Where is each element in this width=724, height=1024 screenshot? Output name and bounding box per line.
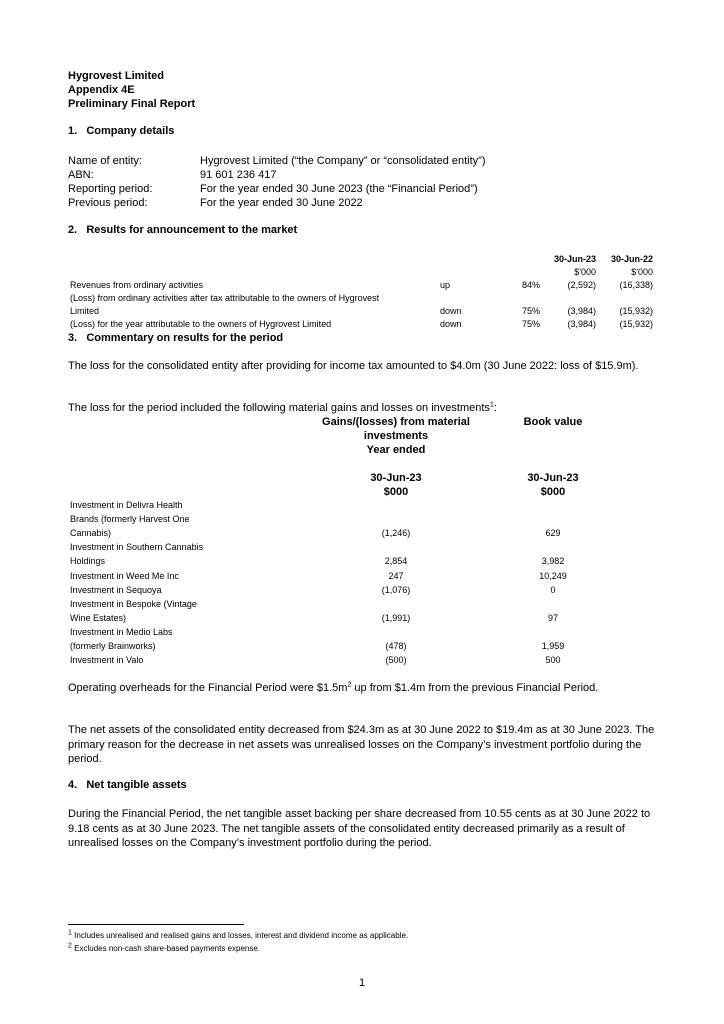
- investment-name: Investment in Weed Me Inc: [70, 570, 179, 581]
- results-col-unit-2023: $'000: [574, 267, 596, 277]
- footnote-1-text: Includes unrealised and realised gains and losses, interest and dividend income as applicable.: [74, 931, 409, 940]
- investment-gain: (500): [385, 655, 407, 666]
- investment-gain: (1,991): [381, 612, 411, 623]
- investment-name: Investment in Southern Cannabis: [70, 542, 204, 553]
- commentary-paragraph-3: [68, 681, 660, 696]
- section-1-title: 1. Company details: [68, 125, 175, 137]
- company-name: Hygrovest Limited: [68, 70, 164, 82]
- page-number: 1: [358, 977, 366, 989]
- result-direction: down: [440, 319, 462, 329]
- investment-gain: 2,854: [384, 556, 408, 567]
- investment-book-value: 629: [545, 528, 561, 539]
- book-date-header: 30-Jun-23: [527, 472, 579, 484]
- section-4-title: 4. Net tangible assets: [68, 779, 187, 791]
- result-label: (Loss) from ordinary activities after tax attributable to the owners of Hygrovest: [70, 293, 380, 303]
- investment-book-value: 500: [545, 655, 561, 666]
- result-value-2022: (16,338): [619, 280, 653, 290]
- commentary-paragraph-2-end: :: [493, 402, 497, 414]
- detail-label: Name of entity:: [68, 155, 142, 167]
- book-value-header: Book value: [523, 416, 583, 428]
- section-3-title: 3. Commentary on results for the period: [68, 332, 284, 344]
- footnote-ref-2: 2: [347, 681, 352, 689]
- investment-name: Cannabis): [70, 528, 112, 539]
- result-value-2023: (2,592): [567, 280, 596, 290]
- investment-name: (formerly Brainworks): [70, 641, 156, 651]
- book-unit-header: $000: [540, 486, 566, 498]
- detail-label: Reporting period:: [68, 183, 153, 195]
- investment-gain: 247: [388, 570, 404, 581]
- gains-unit-header: $000: [383, 486, 409, 498]
- detail-value: Hygrovest Limited (“the Company” or “consolidated entity”): [200, 155, 486, 167]
- investment-name: Wine Estates): [70, 612, 127, 623]
- commentary-paragraph-3-text: Operating overheads for the Financial Period were $1.5m: [68, 682, 348, 694]
- nta-paragraph: During the Financial Period, the net tangible asset backing per share decreased from 10.55 cents as at 30 June 2022 to 9.18 cents as at 30 June 2023. The net tangible assets of the consolidated entity decreased primarily as a result of unrealised losses on the Company’s investment portfolio during the period.: [68, 808, 651, 849]
- result-value-2022: (15,932): [619, 319, 653, 329]
- result-value-2022: (15,932): [619, 306, 653, 316]
- appendix-title: Appendix 4E: [68, 84, 135, 96]
- commentary-paragraph-4: The net assets of the consolidated entity decreased from $24.3m as at 30 June 2022 to $19.4m as at 30 June 2023. The primary reason for the decrease in net assets was unrealised losses on the Company’s investment portfolio during the period.: [68, 724, 655, 765]
- investment-book-value: 97: [547, 612, 558, 623]
- result-percent: 84%: [521, 280, 540, 290]
- investment-name: Holdings: [70, 556, 106, 567]
- section-2-title: 2. Results for announcement to the market: [68, 224, 298, 236]
- footnote-ref-1: 1: [489, 401, 494, 409]
- result-label-cont: Limited: [70, 306, 100, 316]
- results-col-unit-2022: $'000: [631, 267, 653, 277]
- gains-date-header: 30-Jun-23: [370, 472, 422, 484]
- footnote-1: [68, 931, 408, 940]
- investment-book-value: 0: [550, 584, 556, 595]
- gains-header-line-1: Gains/(losses) from material: [322, 416, 470, 428]
- investment-name: Investment in Delivra Health: [70, 500, 183, 510]
- result-value-2023: (3,984): [567, 319, 596, 329]
- commentary-paragraph-2: [68, 401, 660, 416]
- gains-header-line-3: Year ended: [366, 444, 426, 456]
- results-col-header-2022: 30-Jun-22: [610, 254, 653, 264]
- detail-label: Previous period:: [68, 197, 148, 209]
- result-percent: 75%: [521, 306, 540, 316]
- result-value-2023: (3,984): [567, 306, 596, 316]
- detail-label: ABN:: [68, 169, 94, 181]
- footnote-2-text: Excludes non-cash share-based payments expense.: [74, 944, 261, 953]
- footnote-2-number: 2: [68, 942, 72, 950]
- investment-book-value: 3,982: [541, 556, 565, 567]
- investment-name: Investment in Medio Labs: [70, 626, 173, 637]
- investment-name: Brands (formerly Harvest One: [70, 514, 190, 525]
- investment-name: Investment in Bespoke (Vintage: [70, 598, 197, 609]
- result-percent: 75%: [521, 319, 540, 329]
- investment-book-value: 1,959: [541, 641, 565, 651]
- footnote-divider: [68, 924, 244, 925]
- footnote-2: [68, 944, 260, 953]
- result-direction: up: [440, 280, 451, 290]
- detail-value: For the year ended 30 June 2022: [200, 197, 363, 209]
- report-title: Preliminary Final Report: [68, 98, 196, 110]
- detail-value: For the year ended 30 June 2023 (the “Financial Period”): [200, 183, 478, 195]
- result-label: Revenues from ordinary activities: [70, 280, 204, 290]
- footnote-1-number: 1: [68, 929, 72, 937]
- investment-gain: (478): [385, 641, 407, 651]
- investment-gain: (1,246): [381, 528, 411, 539]
- investment-gain: (1,076): [381, 584, 411, 595]
- investment-book-value: 10,249: [539, 570, 567, 581]
- commentary-paragraph-3-end: up from $1.4m from the previous Financial Period.: [351, 682, 599, 694]
- results-col-header-2023: 30-Jun-23: [553, 254, 596, 264]
- result-direction: down: [440, 306, 462, 316]
- investment-name: Investment in Sequoya: [70, 584, 162, 595]
- gains-header-line-2: investments: [363, 430, 429, 442]
- investment-name: Investment in Valo: [70, 655, 144, 666]
- commentary-paragraph-2-text: The loss for the period included the following material gains and losses on investments: [68, 402, 490, 414]
- detail-value: 91 601 236 417: [200, 169, 277, 181]
- result-label: (Loss) for the year attributable to the owners of Hygrovest Limited: [70, 319, 332, 329]
- commentary-paragraph-1: The loss for the consolidated entity after providing for income tax amounted to $4.0m (30 June 2022: loss of $15.9m).: [68, 360, 639, 372]
